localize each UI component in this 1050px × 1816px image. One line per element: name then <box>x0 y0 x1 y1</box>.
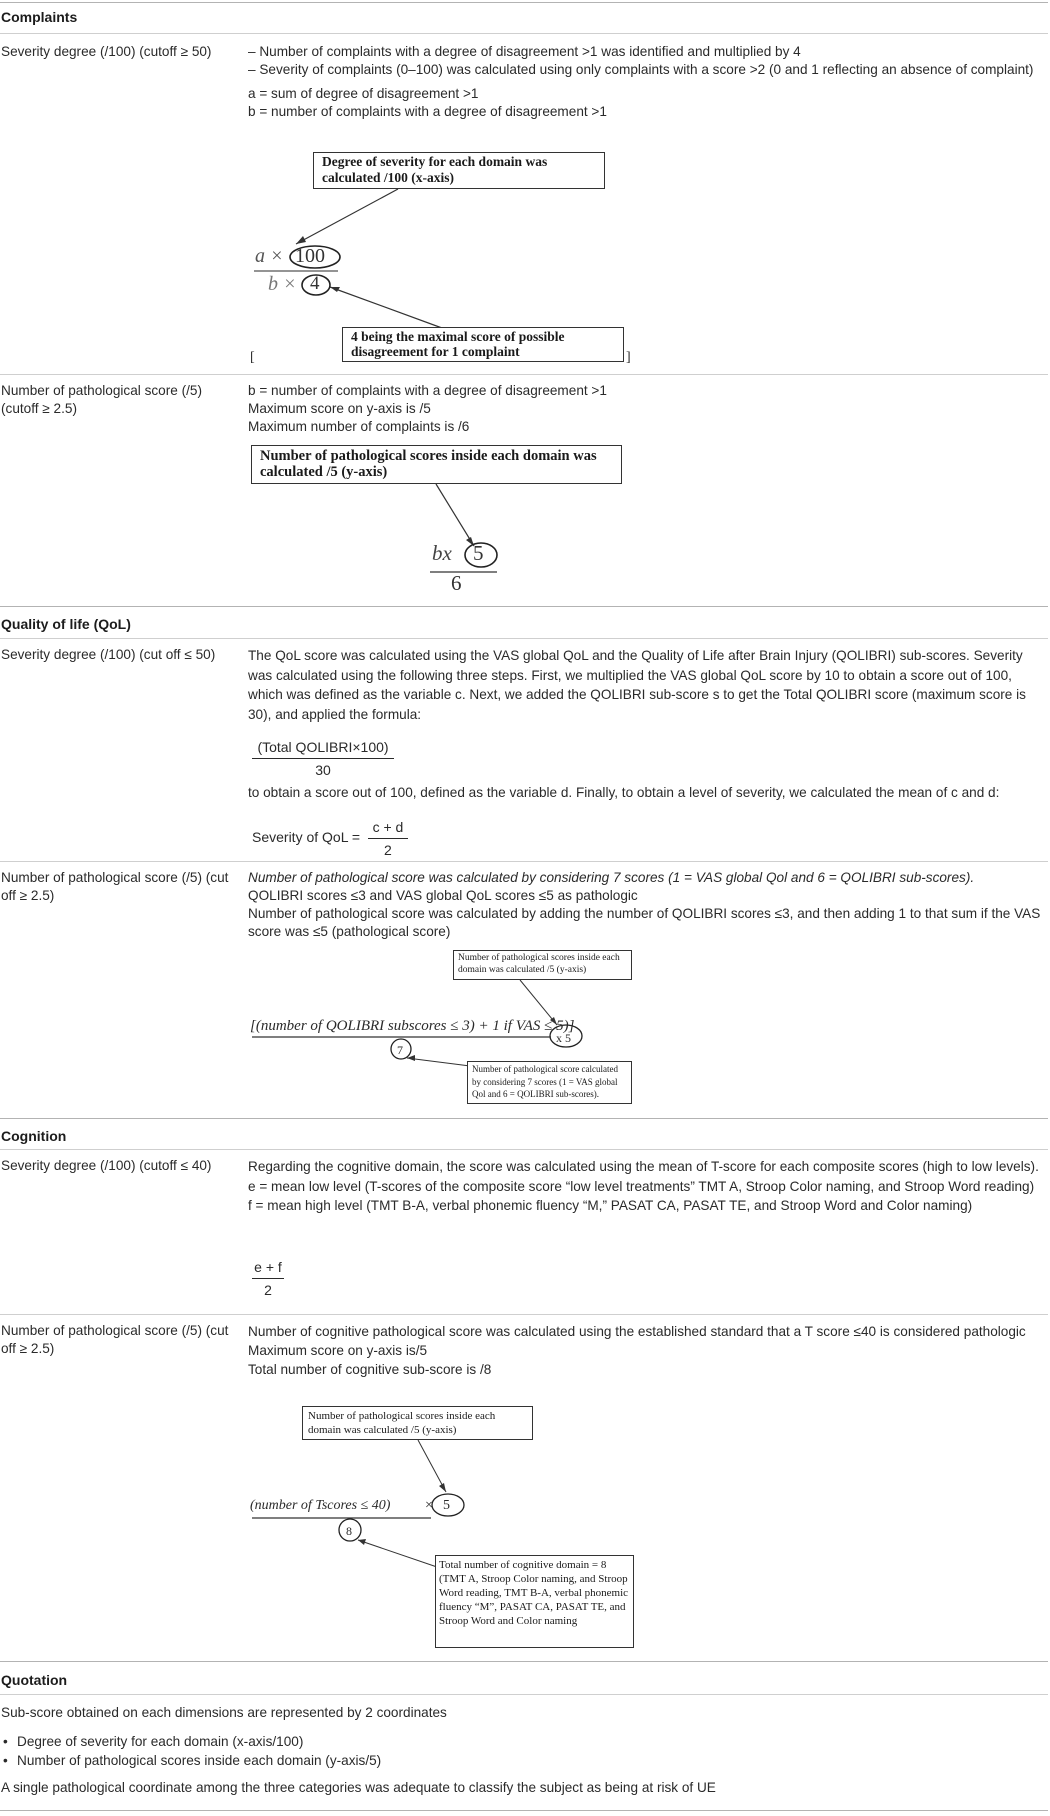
formula-denominator: 2 <box>264 1282 272 1298</box>
section-rule <box>0 1661 1048 1662</box>
diagram-arrows-cognition <box>0 0 1 1</box>
annotation-box-pathological-y-axis: Number of pathological scores inside each domain was calculated /5 (y-axis) <box>302 1406 533 1440</box>
definition-b: b = number of complaints with a degree of disagreement >1 <box>248 383 607 398</box>
divider <box>0 638 1048 639</box>
text-line: Number of pathological score was calculated by adding the number of QOLIBRI scores ≤3, and then adding 1 to that sum if the VAS score was ≤5 (pathological score) <box>248 906 1041 939</box>
text-line: Maximum number of complaints is /6 <box>248 419 470 434</box>
formula-numerator: e + f <box>254 1259 282 1275</box>
definition-b: b = number of complaints with a degree of disagreement >1 <box>248 104 607 119</box>
annotation-box-cognitive-domain: Total number of cognitive domain = 8 (TMT A, Stroop Color naming, and Stroop Word reading, TMT B-A, verbal phonemic fluency “M”, PASAT CA, PASAT TE, and Stroop Word and Color naming <box>435 1555 634 1648</box>
text-line: Total number of cognitive sub-score is /8 <box>248 1362 492 1377</box>
formula-denominator-8: 8 <box>346 1524 352 1538</box>
divider <box>0 33 1048 34</box>
formula-times: × <box>425 1498 433 1513</box>
formula-numerator-100: 100 <box>295 245 325 267</box>
text-line: Maximum score on y-axis is/5 <box>248 1343 428 1358</box>
section-title-quotation: Quotation <box>1 1672 68 1688</box>
complaints-pathological-text <box>248 382 1048 436</box>
annotation-box-pathological-y-axis: Number of pathological scores inside each domain was calculated /5 (y-axis) <box>251 445 622 484</box>
cognition-pathological-text <box>248 1322 1048 1379</box>
formula-cognition-severity <box>252 1258 284 1299</box>
formula-denominator: 30 <box>315 762 331 778</box>
fraction-bar <box>252 758 394 759</box>
cognition-severity-text <box>248 1157 1048 1216</box>
bullet-text: – Number of complaints with a degree of disagreement >1 was identified and multiplied by 4 <box>248 44 801 59</box>
bracket-close: ] <box>626 350 631 365</box>
divider <box>0 1694 1048 1695</box>
bottom-rule <box>0 1810 1048 1811</box>
bullet-text: – Severity of complaints (0–100) was calculated using only complaints with a score >2 (0 and 1 reflecting an absence of complaint) <box>248 62 1034 77</box>
row-label-qol-pathological: Number of pathological score (/5) (cut off ≥ 2.5) <box>1 870 229 903</box>
text-line: QOLIBRI scores ≤3 and VAS global QoL scores ≤5 as pathologic <box>248 888 638 903</box>
annotation-box-severity-x-axis: Degree of severity for each domain was calculated /100 (x-axis) <box>313 152 605 189</box>
bullet-item: • Number of pathological scores inside each domain (y-axis/5) <box>1 1751 1046 1770</box>
fraction-bar <box>252 1278 284 1279</box>
formula-numerator: (Total QOLIBRI×100) <box>257 739 389 755</box>
row-label-qol-severity: Severity degree (/100) (cut off ≤ 50) <box>1 647 216 662</box>
formula-denominator-6: 6 <box>451 571 462 595</box>
annotation-box-pathological-y-axis: Number of pathological scores inside each domain was calculated /5 (y-axis) <box>453 950 632 980</box>
paragraph: The QoL score was calculated using the VAS global QoL and the Quality of Life after Brain Injury (QOLIBRI) sub-scores. Severity was calculated using the following three steps. First, we multiplied the VAS global QoL score by 10 to obtain a score out of 100, which was defined as the variable c. Next, we added the QOLIBRI sub-score s to get the Total QOLIBRI score (maximum score is 30), and applied the formula: <box>248 648 1026 722</box>
divider <box>0 1314 1048 1315</box>
quotation-text <box>1 1703 1046 1797</box>
complaints-severity-text <box>248 43 1048 121</box>
divider <box>0 861 1048 862</box>
qol-severity-text-2 <box>248 784 1048 802</box>
formula-denominator-4: 4 <box>310 273 320 294</box>
text-line: Regarding the cognitive domain, the score was calculated using the mean of T-score for each composite scores (high to low levels). <box>248 1159 1039 1174</box>
section-title-cognition: Cognition <box>1 1128 67 1144</box>
qol-pathological-text <box>248 869 1048 941</box>
paragraph: to obtain a score out of 100, defined as the variable d. Finally, to obtain a level of severity, we calculated the mean of c and d: <box>248 785 1000 800</box>
formula-numerator-bx: bx <box>432 541 452 565</box>
formula-numerator-5: 5 <box>473 541 484 565</box>
qol-severity-text <box>248 646 1048 724</box>
annotation-box-seven-scores: Number of pathological score calculated by considering 7 scores (1 = VAS global Qol and 6 = QOLIBRI sub-scores). <box>467 1061 632 1104</box>
fraction-bar <box>368 838 408 839</box>
formula-numerator: c + d <box>372 819 404 835</box>
formula-x5: x 5 <box>556 1031 571 1045</box>
definition-a: a = sum of degree of disagreement >1 <box>248 86 479 101</box>
formula-severity-qol <box>252 818 408 859</box>
row-label-complaints-pathological: Number of pathological score (/5) (cutoff ≥ 2.5) <box>1 383 202 416</box>
formula-denominator: 2 <box>384 842 392 858</box>
formula-five: 5 <box>443 1498 450 1513</box>
formula-denominator-7: 7 <box>397 1043 403 1057</box>
text-line: e = mean low level (T-scores of the composite score “low level treatments” TMT A, Stroop Color naming, and Stroop Word reading) <box>248 1178 1035 1194</box>
text-line: f = mean high level (TMT B-A, verbal phonemic fluency “M,” PASAT CA, PASAT TE, and Stroop Word and Color naming) <box>248 1198 973 1213</box>
formula-total-qolibri <box>252 738 394 779</box>
row-label-complaints-severity: Severity degree (/100) (cutoff ≥ 50) <box>1 44 212 59</box>
section-title-qol: Quality of life (QoL) <box>1 616 131 632</box>
section-rule <box>0 606 1048 607</box>
formula-label: Severity of QoL = <box>252 829 361 845</box>
top-rule <box>0 2 1048 3</box>
text-line: Number of cognitive pathological score was calculated using the established standard that a T score ≤40 is considered pathologic <box>248 1324 1026 1339</box>
section-title-complaints: Complaints <box>1 9 78 25</box>
bracket-open: [ <box>250 350 255 365</box>
row-label-cognition-pathological: Number of pathological score (/5) (cut off ≥ 2.5) <box>1 1323 229 1356</box>
divider <box>0 1149 1048 1150</box>
formula-qolibri: [(number of QOLIBRI subscores ≤ 3) + 1 if VAS ≤ 5)] <box>250 1018 575 1034</box>
formula-numerator-a: a × <box>255 245 284 267</box>
annotation-box-max-disagreement: 4 being the maximal score of possible disagreement for 1 complaint <box>342 327 624 362</box>
row-label-cognition-severity: Severity degree (/100) (cutoff ≤ 40) <box>1 1158 212 1173</box>
text-line: A single pathological coordinate among the three categories was adequate to classify the subject as being at risk of UE <box>1 1780 716 1795</box>
formula-denominator-b: b × <box>268 273 297 295</box>
divider <box>0 374 1048 375</box>
text-line: Number of pathological score was calculated by considering 7 scores (1 = VAS global Qol and 6 = QOLIBRI sub-scores). <box>248 870 975 885</box>
text-line: Maximum score on y-axis is /5 <box>248 401 431 416</box>
section-rule <box>0 1118 1048 1119</box>
text-line: Sub-score obtained on each dimensions are represented by 2 coordinates <box>1 1705 447 1720</box>
formula-tscores: (number of Tscores ≤ 40) <box>250 1498 391 1513</box>
bullet-item: • Degree of severity for each domain (x-axis/100) <box>1 1732 1046 1751</box>
